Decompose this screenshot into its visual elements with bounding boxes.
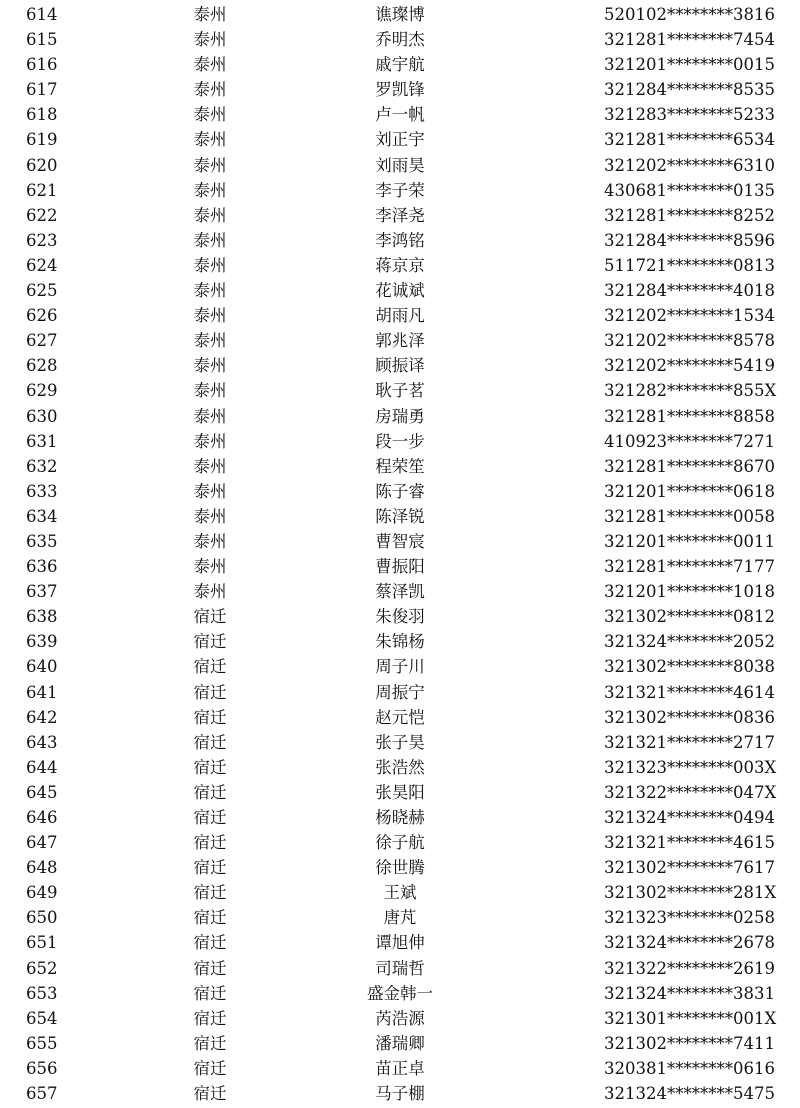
- row-name: 张浩然: [375, 757, 425, 777]
- row-number: 651: [26, 933, 58, 953]
- row-name: 马子棚: [375, 1084, 425, 1104]
- row-name: 卢一帆: [375, 105, 425, 125]
- row-number: 633: [26, 481, 58, 501]
- row-number: 618: [26, 105, 58, 125]
- table-row: [0, 730, 800, 755]
- table-row: [0, 855, 800, 880]
- row-city: 宿迁: [193, 782, 227, 802]
- row-name: 蒋京京: [375, 255, 425, 275]
- row-number: 630: [26, 406, 58, 426]
- row-name: 李子荣: [375, 180, 425, 200]
- row-city: 泰州: [193, 406, 227, 426]
- row-id-number: 321202********8578: [604, 331, 775, 351]
- row-number: 642: [26, 707, 58, 727]
- row-city: 宿迁: [193, 707, 227, 727]
- row-id-number: 321281********7177: [604, 557, 775, 577]
- row-number: 648: [26, 858, 58, 878]
- row-id-number: 321321********4615: [604, 833, 775, 853]
- table-row: [0, 780, 800, 805]
- table-row: [0, 880, 800, 905]
- row-number: 617: [26, 80, 58, 100]
- row-number: 636: [26, 557, 58, 577]
- row-name: 杨晓赫: [375, 808, 425, 827]
- row-number: 647: [26, 833, 58, 853]
- row-name: 戚宇航: [375, 55, 425, 75]
- row-id-number: 321321********2717: [604, 732, 775, 752]
- row-number: 644: [26, 757, 58, 777]
- row-name: 花诚斌: [375, 281, 425, 301]
- row-city: 宿迁: [193, 1008, 227, 1028]
- row-name: 谭旭伸: [375, 933, 425, 953]
- row-city: 宿迁: [193, 933, 227, 953]
- row-id-number: 321281********8670: [604, 456, 775, 476]
- table-row: [0, 680, 800, 705]
- row-id-number: 321322********2619: [604, 958, 775, 978]
- row-number: 626: [26, 306, 58, 326]
- row-name: 赵元恺: [375, 707, 425, 727]
- table-row: [0, 102, 800, 127]
- table-row: [0, 353, 800, 378]
- row-city: 泰州: [193, 230, 227, 250]
- table-row: [0, 77, 800, 102]
- row-id-number: 321283********5233: [604, 105, 775, 125]
- roster-table: [0, 2, 800, 1106]
- table-row: [0, 1081, 800, 1106]
- table-row: [0, 504, 800, 529]
- row-id-number: 321301********001X: [604, 1008, 777, 1028]
- row-id-number: 320381********0616: [604, 1058, 775, 1078]
- row-name: 张子昊: [375, 732, 425, 752]
- row-number: 624: [26, 255, 58, 275]
- row-city: 宿迁: [193, 657, 227, 677]
- row-city: 宿迁: [193, 1033, 227, 1053]
- table-row: [0, 1056, 800, 1081]
- table-row: [0, 203, 800, 228]
- row-city: 泰州: [193, 205, 227, 225]
- table-row: [0, 705, 800, 730]
- row-id-number: 321302********8038: [604, 657, 775, 677]
- row-id-number: 321324********2678: [604, 933, 775, 953]
- row-name: 周振宁: [375, 682, 425, 702]
- row-name: 耿子茗: [375, 381, 425, 401]
- row-number: 622: [26, 205, 58, 225]
- row-city: 泰州: [193, 30, 227, 50]
- row-name: 蔡泽凯: [375, 582, 425, 602]
- row-id-number: 520102********3816: [604, 5, 775, 24]
- row-name: 朱锦杨: [375, 632, 425, 652]
- table-row: [0, 429, 800, 454]
- row-name: 司瑞哲: [375, 958, 425, 978]
- row-city: 宿迁: [193, 858, 227, 878]
- row-city: 泰州: [193, 55, 227, 75]
- row-city: 泰州: [193, 506, 227, 526]
- table-row: [0, 956, 800, 981]
- row-id-number: 321284********8535: [604, 80, 775, 100]
- row-id-number: 321284********4018: [604, 281, 775, 301]
- row-number: 620: [26, 155, 58, 175]
- row-number: 653: [26, 983, 58, 1003]
- row-city: 泰州: [193, 431, 227, 451]
- row-name: 罗凯锋: [375, 80, 425, 100]
- row-city: 泰州: [193, 306, 227, 326]
- row-number: 646: [26, 808, 58, 827]
- row-city: 泰州: [193, 531, 227, 551]
- table-row: [0, 579, 800, 604]
- row-city: 宿迁: [193, 1084, 227, 1104]
- row-city: 泰州: [193, 356, 227, 376]
- row-name: 程荣笙: [375, 456, 425, 476]
- row-city: 宿迁: [193, 732, 227, 752]
- row-city: 泰州: [193, 255, 227, 275]
- row-id-number: 430681********0135: [604, 180, 775, 200]
- table-row: [0, 378, 800, 403]
- row-number: 639: [26, 632, 58, 652]
- row-city: 宿迁: [193, 883, 227, 903]
- row-city: 宿迁: [193, 1058, 227, 1078]
- table-row: [0, 529, 800, 554]
- row-number: 654: [26, 1008, 58, 1028]
- row-number: 655: [26, 1033, 58, 1053]
- row-id-number: 321284********8596: [604, 230, 775, 250]
- row-city: 宿迁: [193, 682, 227, 702]
- table-row: [0, 604, 800, 629]
- table-row: [0, 454, 800, 479]
- row-name: 曹智宸: [375, 531, 425, 551]
- row-id-number: 321281********8858: [604, 406, 775, 426]
- row-name: 唐芃: [383, 908, 417, 928]
- row-number: 649: [26, 883, 58, 903]
- row-name: 徐世腾: [375, 858, 425, 878]
- row-number: 656: [26, 1058, 58, 1078]
- row-city: 泰州: [193, 331, 227, 351]
- table-row: [0, 830, 800, 855]
- row-city: 泰州: [193, 456, 227, 476]
- row-number: 645: [26, 782, 58, 802]
- table-row: [0, 2, 800, 27]
- row-city: 宿迁: [193, 808, 227, 827]
- row-id-number: 321281********7454: [604, 30, 775, 50]
- row-city: 泰州: [193, 557, 227, 577]
- table-row: [0, 1006, 800, 1031]
- row-id-number: 321302********281X: [604, 883, 777, 903]
- row-id-number: 321201********0015: [604, 55, 775, 75]
- row-number: 643: [26, 732, 58, 752]
- row-name: 曹振阳: [375, 557, 425, 577]
- table-row: [0, 27, 800, 52]
- row-id-number: 321281********6534: [604, 130, 775, 150]
- row-number: 637: [26, 582, 58, 602]
- row-number: 652: [26, 958, 58, 978]
- table-row: [0, 404, 800, 429]
- row-number: 632: [26, 456, 58, 476]
- row-city: 泰州: [193, 582, 227, 602]
- table-row: [0, 629, 800, 654]
- table-row: [0, 654, 800, 679]
- row-number: 631: [26, 431, 58, 451]
- row-name: 陈子睿: [375, 481, 425, 501]
- row-city: 宿迁: [193, 757, 227, 777]
- table-row: [0, 930, 800, 955]
- row-id-number: 321202********5419: [604, 356, 775, 376]
- row-name: 朱俊羽: [375, 607, 425, 627]
- row-id-number: 321324********5475: [604, 1084, 775, 1104]
- row-name: 郭兆泽: [375, 331, 425, 351]
- row-number: 628: [26, 356, 58, 376]
- row-city: 宿迁: [193, 908, 227, 928]
- row-id-number: 321202********6310: [604, 155, 775, 175]
- row-id-number: 321302********0812: [604, 607, 775, 627]
- row-number: 621: [26, 180, 58, 200]
- row-id-number: 321324********3831: [604, 983, 775, 1003]
- row-city: 宿迁: [193, 833, 227, 853]
- row-number: 629: [26, 381, 58, 401]
- row-name: 王斌: [383, 883, 417, 903]
- row-name: 徐子航: [375, 833, 425, 853]
- row-number: 615: [26, 30, 58, 50]
- row-city: 宿迁: [193, 607, 227, 627]
- table-row: [0, 253, 800, 278]
- row-number: 640: [26, 657, 58, 677]
- row-city: 泰州: [193, 80, 227, 100]
- table-row: [0, 303, 800, 328]
- row-id-number: 321322********047X: [604, 782, 777, 802]
- row-name: 苗正卓: [375, 1058, 425, 1078]
- table-row: [0, 805, 800, 830]
- table-row: [0, 228, 800, 253]
- table-row: [0, 178, 800, 203]
- row-name: 刘正宇: [375, 130, 425, 150]
- row-number: 625: [26, 281, 58, 301]
- row-city: 泰州: [193, 481, 227, 501]
- table-row: [0, 1031, 800, 1056]
- table-row: [0, 479, 800, 504]
- row-name: 李泽尧: [375, 205, 425, 225]
- row-id-number: 511721********0813: [604, 255, 775, 275]
- row-name: 顾振译: [375, 356, 425, 376]
- row-city: 宿迁: [193, 983, 227, 1003]
- row-city: 泰州: [193, 105, 227, 125]
- row-number: 638: [26, 607, 58, 627]
- table-row: [0, 981, 800, 1006]
- row-city: 宿迁: [193, 632, 227, 652]
- table-row: [0, 755, 800, 780]
- row-number: 634: [26, 506, 58, 526]
- table-row: [0, 905, 800, 930]
- row-number: 650: [26, 908, 58, 928]
- row-name: 乔明杰: [375, 30, 425, 50]
- row-name: 李鸿铭: [375, 230, 425, 250]
- row-name: 张昊阳: [375, 782, 425, 802]
- row-city: 泰州: [193, 5, 227, 24]
- table-row: [0, 278, 800, 303]
- row-number: 623: [26, 230, 58, 250]
- row-id-number: 321324********0494: [604, 808, 775, 827]
- row-name: 陈泽锐: [375, 506, 425, 526]
- row-id-number: 321201********0011: [604, 531, 775, 551]
- row-id-number: 321302********0836: [604, 707, 775, 727]
- table-row: [0, 328, 800, 353]
- table-row: [0, 554, 800, 579]
- table-row: [0, 127, 800, 152]
- row-name: 周子川: [375, 657, 425, 677]
- row-number: 627: [26, 331, 58, 351]
- row-id-number: 410923********7271: [604, 431, 775, 451]
- row-city: 宿迁: [193, 958, 227, 978]
- row-city: 泰州: [193, 381, 227, 401]
- row-name: 段一步: [375, 431, 425, 451]
- row-id-number: 321202********1534: [604, 306, 775, 326]
- row-id-number: 321201********1018: [604, 582, 775, 602]
- row-number: 635: [26, 531, 58, 551]
- table-row: [0, 52, 800, 77]
- row-name: 刘雨昊: [375, 155, 425, 175]
- row-name: 胡雨凡: [375, 306, 425, 326]
- row-city: 泰州: [193, 155, 227, 175]
- row-id-number: 321282********855X: [604, 381, 777, 401]
- row-name: 谯璨博: [375, 5, 425, 24]
- row-id-number: 321281********0058: [604, 506, 775, 526]
- row-id-number: 321201********0618: [604, 481, 775, 501]
- row-id-number: 321323********003X: [604, 757, 777, 777]
- row-id-number: 321302********7411: [604, 1033, 775, 1053]
- row-number: 657: [26, 1084, 58, 1104]
- table-row: [0, 153, 800, 178]
- row-name: 盛金韩一: [367, 983, 433, 1003]
- row-name: 潘瑞卿: [375, 1033, 425, 1053]
- row-name: 房瑞勇: [375, 406, 425, 426]
- row-number: 614: [26, 5, 58, 24]
- row-name: 芮浩源: [375, 1008, 425, 1028]
- row-number: 641: [26, 682, 58, 702]
- row-id-number: 321281********8252: [604, 205, 775, 225]
- row-id-number: 321324********2052: [604, 632, 775, 652]
- row-city: 泰州: [193, 180, 227, 200]
- row-city: 泰州: [193, 130, 227, 150]
- row-number: 616: [26, 55, 58, 75]
- row-city: 泰州: [193, 281, 227, 301]
- row-id-number: 321302********7617: [604, 858, 775, 878]
- row-id-number: 321323********0258: [604, 908, 775, 928]
- row-id-number: 321321********4614: [604, 682, 775, 702]
- row-number: 619: [26, 130, 58, 150]
